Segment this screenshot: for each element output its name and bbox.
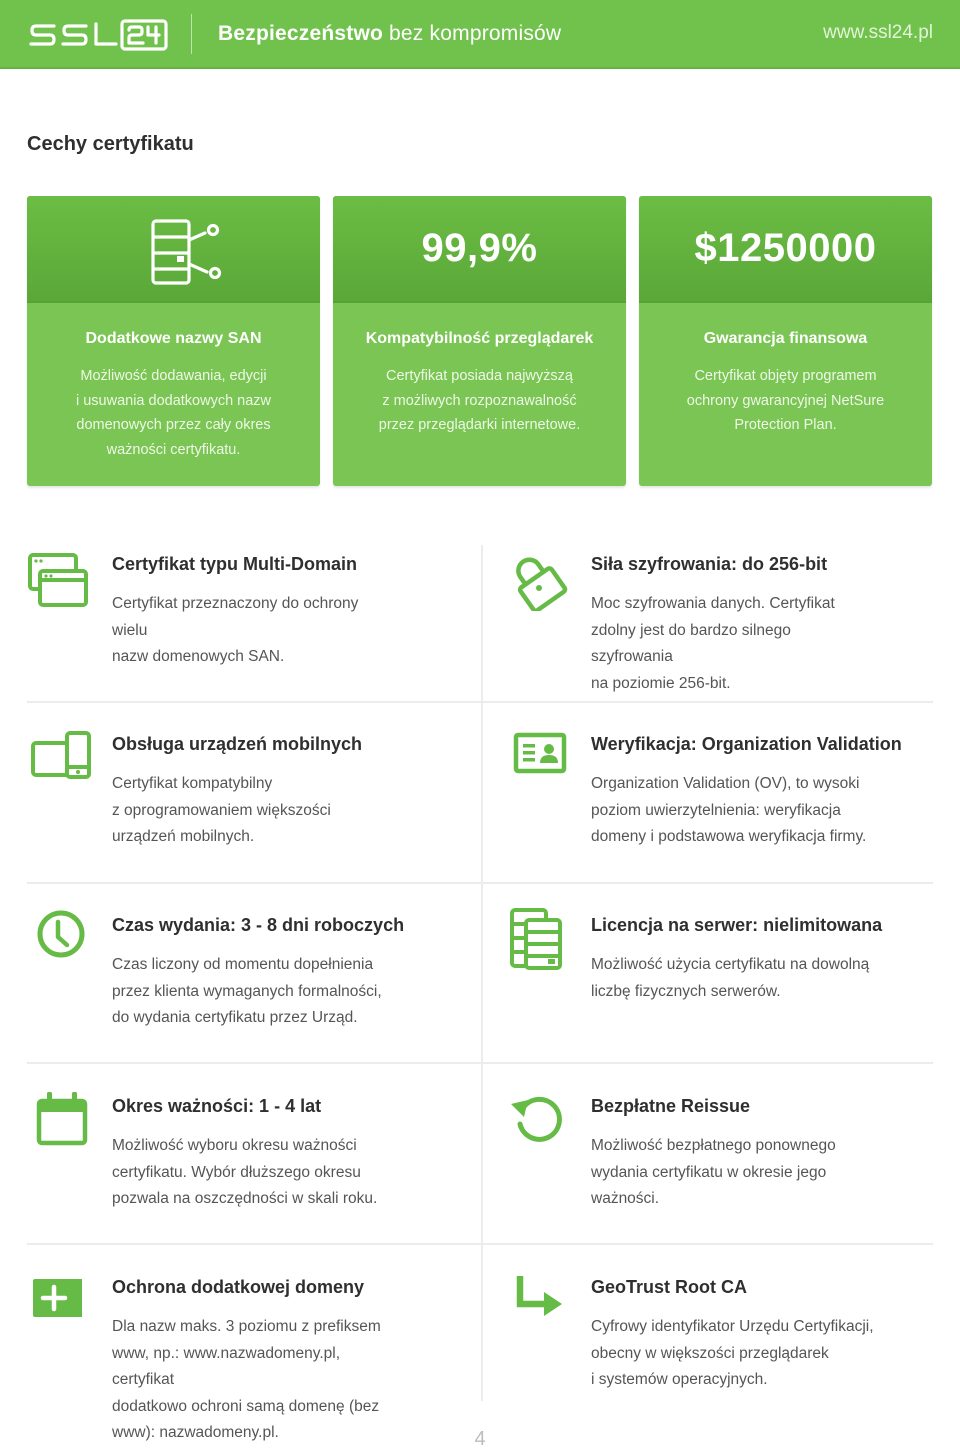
- card-big-value: 99,9%: [421, 226, 538, 270]
- header-divider: [191, 14, 192, 54]
- card-big-value: $1250000: [694, 226, 877, 270]
- card-heading: Dodatkowe nazwy SAN: [85, 330, 262, 347]
- feature-description: Organization Validation (OV), to wysoki poziom uwierzytelnienia: weryfikacja domeny i podstawowa weryfikacja firmy.: [591, 775, 867, 845]
- root-arrow-icon: [506, 1268, 570, 1332]
- feature-title: Certyfikat typu Multi-Domain: [112, 554, 358, 574]
- feature-title: Ochrona dodatkowej domeny: [112, 1277, 365, 1297]
- card-description: Certyfikat posiada najwyższą z możliwych rozpoznawalność przez przeglądarki internetowe.: [378, 368, 581, 433]
- feature-title: Siła szyfrowania: do 256-bit: [591, 554, 828, 574]
- feature-description: Czas liczony od momentu dopełnienia przez klienta wymaganych formalności, do wydania certyfikatu przez Urząd.: [112, 956, 382, 1026]
- header-tagline: Bezpieczeństwo bez kompromisów: [218, 22, 562, 45]
- servers-icon: [506, 906, 570, 970]
- feature-description: Możliwość użycia certyfikatu na dowolną liczbę fizycznych serwerów.: [591, 956, 870, 1000]
- feature-description: Certyfikat kompatybilny z oprogramowaniem większości urządzeń mobilnych.: [112, 775, 331, 845]
- id-card-icon: [506, 725, 570, 789]
- feature-description: Możliwość bezpłatnego ponownego wydania certyfikatu w okresie jego ważności.: [591, 1137, 836, 1207]
- feature-title: GeoTrust Root CA: [591, 1277, 747, 1297]
- card-heading: Kompatybilność przeglądarek: [365, 330, 594, 347]
- feature-title: Licencja na serwer: nielimitowana: [591, 915, 883, 935]
- row-divider: [27, 1062, 933, 1064]
- mobile-devices-icon: [27, 727, 91, 791]
- server-network-icon: [145, 216, 225, 288]
- feature-title: Weryfikacja: Organization Validation: [591, 734, 902, 754]
- feature-description: Moc szyfrowania danych. Certyfikat zdolny jest do bardzo silnego szyfrowania na poziomie 256-bit.: [591, 595, 835, 692]
- multi-window-icon: [27, 549, 91, 613]
- feature-title: Bezpłatne Reissue: [591, 1096, 751, 1116]
- card-warranty: [639, 196, 932, 486]
- card-browser-compat: [333, 196, 626, 486]
- row-divider: [27, 701, 933, 703]
- card-description: Certyfikat objęty programem ochrony gwarancyjnej NetSure Protection Plan.: [686, 368, 885, 433]
- card-description: Możliwość dodawania, edycji i usuwania dodatkowych nazw domenowych przez cały okres ważności certyfikatu.: [75, 368, 272, 458]
- feature-description: Możliwość wyboru okresu ważności certyfikatu. Wybór dłuższego okresu pozwala na oszczędności w skali roku.: [112, 1137, 378, 1207]
- card-top: [27, 196, 320, 303]
- card-top: [333, 196, 626, 303]
- row-divider: [27, 882, 933, 884]
- feature-description: Certyfikat przeznaczony do ochrony wielu nazw domenowych SAN.: [112, 595, 359, 665]
- card-san: [27, 196, 320, 486]
- clock-icon: [27, 906, 91, 970]
- page-title: Cechy certyfikatu: [27, 133, 194, 155]
- feature-description: Dla nazw maks. 3 poziomu z prefiksem www, np.: www.nazwadomeny.pl, certyfikat dodatkowo ochroni samą domenę (bez www): nazwadomeny.pl.: [112, 1318, 381, 1441]
- ssl24-logo: [28, 18, 168, 52]
- page-header: [0, 0, 960, 69]
- feature-title: Obsługa urządzeń mobilnych: [112, 734, 363, 754]
- feature-title: Okres ważności: 1 - 4 lat: [112, 1096, 322, 1116]
- card-top: [639, 196, 932, 303]
- page-number: 4: [474, 1428, 486, 1450]
- card-heading: Gwarancja finansowa: [703, 330, 868, 347]
- add-domain-icon: [27, 1268, 91, 1332]
- feature-description: Cyfrowy identyfikator Urzędu Certyfikacji, obecny w większości przeglądarek i systemów operacyjnych.: [591, 1318, 874, 1388]
- calendar-icon: [27, 1087, 91, 1151]
- feature-title: Czas wydania: 3 - 8 dni roboczych: [112, 915, 405, 935]
- column-divider: [481, 545, 483, 1401]
- row-divider: [27, 1243, 933, 1245]
- padlock-icon: [506, 547, 570, 611]
- reissue-icon: [506, 1087, 570, 1151]
- site-url-link[interactable]: www.ssl24.pl: [823, 22, 933, 43]
